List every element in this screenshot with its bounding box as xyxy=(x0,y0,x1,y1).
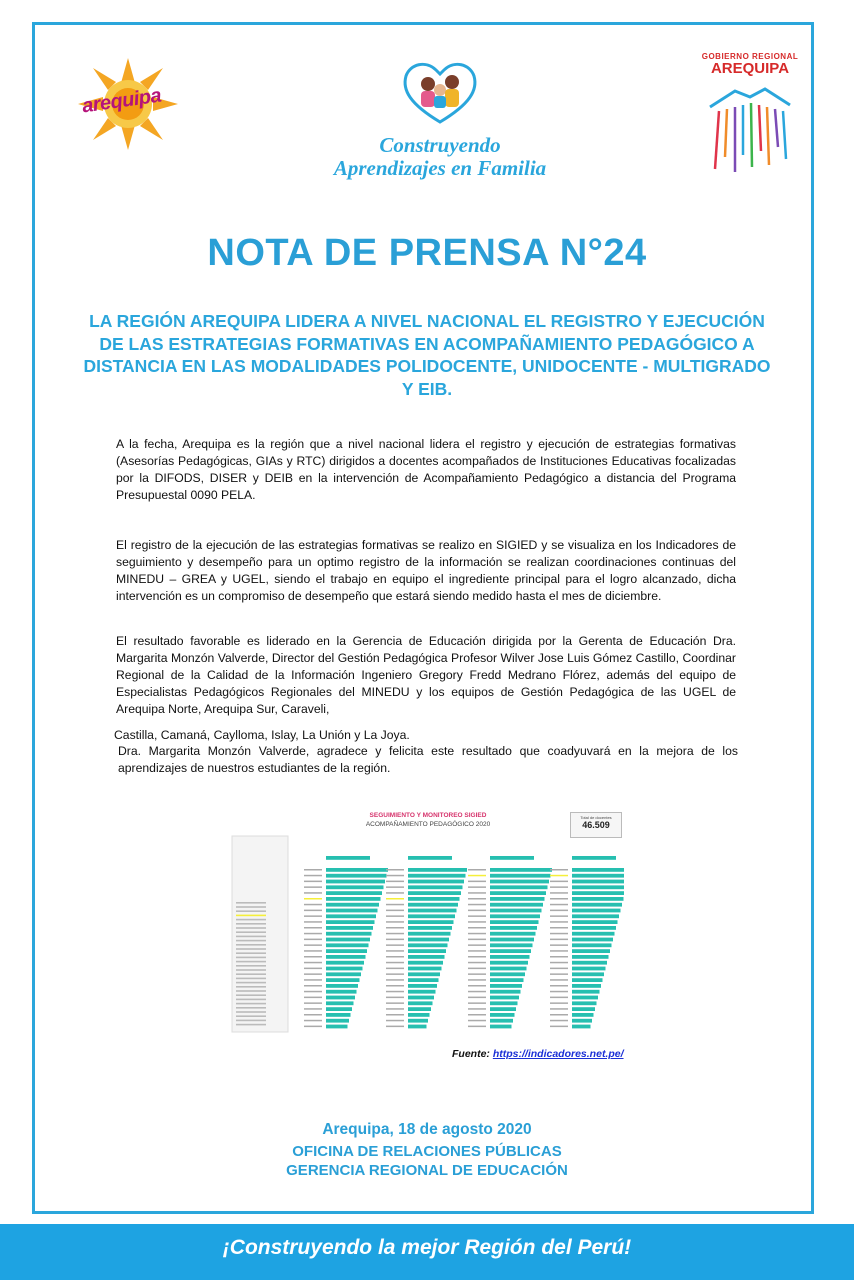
dashboard-national-bar xyxy=(490,856,534,860)
dashboard-bar-label xyxy=(304,921,322,923)
dashboard-filter-line xyxy=(236,1020,266,1022)
gobierno-regional-logo xyxy=(700,52,800,182)
dashboard-subtitle: ACOMPAÑAMIENTO PEDAGÓGICO 2020 xyxy=(365,821,491,828)
dashboard-bar-label xyxy=(304,910,322,912)
dashboard-bar xyxy=(326,920,375,924)
dashboard-bar-label xyxy=(468,962,486,964)
dashboard-bar xyxy=(572,874,624,878)
dashboard-bar xyxy=(490,943,533,947)
paragraph-4: Castilla, Camaná, Caylloma, Islay, La Unión y La Joya. xyxy=(114,728,410,742)
page-subtitle: LA REGIÓN AREQUIPA LIDERA A NIVEL NACIONAL EL REGISTRO Y EJECUCIÓN DE LAS ESTRATEGIAS FORMATIVAS EN ACOMPAÑAMIENTO PEDAGÓGICO A DISTANCIA EN LAS MODALIDADES POLIDOCENTE, UNIDOCENTE - MULTIGRADO Y EIB. xyxy=(83,311,771,399)
dashboard-bar-label xyxy=(550,939,568,941)
dashboard-bar xyxy=(326,949,367,953)
dashboard-bar xyxy=(408,885,463,889)
dashboard-bar xyxy=(408,880,464,884)
dashboard-bar-label xyxy=(386,950,404,952)
dashboard-bar-label xyxy=(386,881,404,883)
dashboard-bar xyxy=(490,961,528,965)
dashboard-bar xyxy=(572,949,610,953)
dashboard-bar xyxy=(408,926,452,930)
source-link[interactable]: https://indicadores.net.pe/ xyxy=(492,1048,624,1060)
dashboard-bar xyxy=(326,990,357,994)
dashboard-bar-label xyxy=(468,1014,486,1016)
dashboard-bar xyxy=(326,943,369,947)
dashboard-bar xyxy=(408,932,451,936)
dashboard-bar-label xyxy=(468,875,486,877)
dashboard-bar-label xyxy=(550,875,568,877)
dashboard-bar xyxy=(408,909,457,913)
dashboard-bar xyxy=(326,926,373,930)
dashboard-bar-label xyxy=(386,869,404,871)
footer-band xyxy=(0,1224,854,1280)
arequipa-volcano-icon xyxy=(705,77,795,177)
dashboard-bar xyxy=(326,897,381,901)
dashboard-filter-line xyxy=(236,919,266,921)
dashboard-bar xyxy=(326,961,364,965)
dashboard-bar xyxy=(572,1007,595,1011)
dashboard-bar-label xyxy=(386,979,404,981)
dashboard-bar xyxy=(408,961,443,965)
dashboard-bar-label xyxy=(304,979,322,981)
place-date: Arequipa, 18 de agosto 2020 xyxy=(322,1121,532,1138)
office-line-1: OFICINA DE RELACIONES PÚBLICAS xyxy=(292,1143,562,1160)
paragraph-1: A la fecha, Arequipa es la región que a nivel nacional lidera el registro y ejecución de estrategias formativas (Asesorías Pedagógicas, GIAs y RTC) dirigidos a docentes acompañados de Instituciones Educativas focalizadas por la DIFODS, DISER y DEIB en la intervención de Acompañamiento Pedagógico a distancia del Programa Presupuestal 0090 PELA. xyxy=(116,437,736,502)
slogan-line2: Aprendizajes en Familia xyxy=(333,156,547,180)
dashboard-bar xyxy=(408,1019,428,1023)
dashboard-bar xyxy=(408,891,461,895)
dashboard-filter-line xyxy=(236,986,266,988)
dashboard-bar-label xyxy=(550,950,568,952)
dashboard-bar xyxy=(408,955,445,959)
dashboard-filter-line xyxy=(236,936,266,938)
dashboard-filter-line xyxy=(236,923,266,925)
dashboard-bar-label xyxy=(304,892,322,894)
dashboard-bar xyxy=(326,1007,352,1011)
dashboard-bar xyxy=(326,874,387,878)
dashboard-filter-line xyxy=(236,915,266,917)
dashboard-bar xyxy=(490,996,519,1000)
dashboard-bar xyxy=(490,949,531,953)
dashboard-bar-label xyxy=(468,997,486,999)
dashboard-bar xyxy=(572,885,624,889)
dashboard-filter-line xyxy=(236,1015,266,1017)
dashboard-bar-label xyxy=(386,997,404,999)
dashboard-bar-label xyxy=(550,968,568,970)
dashboard-bar xyxy=(326,1001,354,1005)
dashboard-bar-label xyxy=(304,927,322,929)
dashboard-bar-label xyxy=(304,898,322,900)
dashboard-bar-label xyxy=(550,985,568,987)
dashboard-bar xyxy=(490,978,524,982)
dashboard-bar-label xyxy=(386,1014,404,1016)
dashboard-bar-label xyxy=(550,915,568,917)
dashboard-bar-label xyxy=(386,892,404,894)
dashboard-bar-label xyxy=(304,956,322,958)
dashboard-bar xyxy=(572,880,624,884)
dashboard-bar xyxy=(572,868,624,872)
dashboard-bar xyxy=(326,955,366,959)
paragraph-5: Dra. Margarita Monzón Valverde, agradece y felicita este resultado que coadyuvará en la mejora de los aprendizajes de nuestros estudiantes de la región. xyxy=(118,744,738,775)
dashboard-bar xyxy=(490,1025,512,1029)
dashboard-bar xyxy=(408,1013,430,1017)
dashboard-bar-label xyxy=(550,1008,568,1010)
dashboard-bar-label xyxy=(550,904,568,906)
dashboard-bar-label xyxy=(386,939,404,941)
dashboard-bar xyxy=(572,914,619,918)
dashboard-bar-label xyxy=(304,991,322,993)
dashboard-bar xyxy=(490,926,537,930)
dashboard-bar xyxy=(326,1013,351,1017)
source-note xyxy=(452,1048,624,1060)
dashboard-filter-line xyxy=(236,982,266,984)
dashboard-bar xyxy=(490,885,548,889)
dashboard-bar-label xyxy=(468,904,486,906)
dashboard-bar-label xyxy=(304,881,322,883)
dashboard-national-bar xyxy=(572,856,616,860)
dashboard-bar-label xyxy=(550,1002,568,1004)
dashboard-bar-label xyxy=(550,1020,568,1022)
dashboard-bar xyxy=(408,920,454,924)
dashboard-bar xyxy=(572,926,616,930)
arequipa-sun-logo xyxy=(78,58,178,150)
dashboard-bar-label xyxy=(386,973,404,975)
dashboard-bar xyxy=(490,1007,516,1011)
dashboard-filter-line xyxy=(236,931,266,933)
source-label: Fuente: xyxy=(452,1048,490,1060)
dashboard-bar xyxy=(572,967,606,971)
dashboard-bar-label xyxy=(386,962,404,964)
dashboard-bar-label xyxy=(550,869,568,871)
dashboard-bar-label xyxy=(468,886,486,888)
dashboard-bar-label xyxy=(386,886,404,888)
dashboard-bar xyxy=(326,996,355,1000)
dashboard-bar xyxy=(572,1025,591,1029)
dashboard-bar-label xyxy=(550,892,568,894)
dashboard-bar xyxy=(572,990,600,994)
dashboard-bar xyxy=(572,996,598,1000)
dashboard-bar-label xyxy=(468,968,486,970)
dashboard-filter-line xyxy=(236,927,266,929)
dashboard-bar-label xyxy=(550,997,568,999)
dashboard-bar-label xyxy=(304,1002,322,1004)
dashboard-bar-label xyxy=(304,985,322,987)
dashboard-filter-line xyxy=(236,969,266,971)
dashboard-bar xyxy=(572,909,621,913)
dashboard-bar xyxy=(326,1025,348,1029)
dashboard-bar-label xyxy=(550,944,568,946)
dashboard-bar xyxy=(326,967,363,971)
dashboard-filter-line xyxy=(236,952,266,954)
dashboard-bar xyxy=(408,972,440,976)
dashboard-bar xyxy=(490,868,552,872)
dashboard-bar-label xyxy=(304,962,322,964)
dashboard-bar-label xyxy=(386,904,404,906)
dashboard-bar-label xyxy=(304,939,322,941)
dashboard-bar-label xyxy=(468,881,486,883)
dashboard-bar-label xyxy=(468,927,486,929)
dashboard-bar xyxy=(572,1013,594,1017)
dashboard-bar-label xyxy=(304,1020,322,1022)
dashboard-bar-label xyxy=(304,904,322,906)
dashboard-bar-label xyxy=(386,921,404,923)
dashboard-bar xyxy=(408,996,434,1000)
dashboard-bar-label xyxy=(550,973,568,975)
dashboard-bar xyxy=(326,914,376,918)
dashboard-bar xyxy=(572,978,603,982)
dashboard-total-label: Total de docentes xyxy=(580,815,612,820)
dashboard-bar-label xyxy=(304,944,322,946)
dashboard-bar-label xyxy=(468,991,486,993)
dashboard-bar xyxy=(490,967,527,971)
dashboard-bar-label xyxy=(550,962,568,964)
dashboard-bar xyxy=(572,943,612,947)
dashboard-filter-line xyxy=(236,994,266,996)
dashboard-bar xyxy=(572,984,601,988)
family-heart-icon xyxy=(400,60,480,126)
dashboard-filter-line xyxy=(236,906,266,908)
dashboard-bar-label xyxy=(386,991,404,993)
dashboard-bar xyxy=(326,972,361,976)
dashboard-bar-label xyxy=(386,927,404,929)
dashboard-bar xyxy=(326,868,388,872)
dashboard-bar xyxy=(408,949,446,953)
dashboard-filter-line xyxy=(236,965,266,967)
dashboard-bar-label xyxy=(468,898,486,900)
dashboard-bar-label xyxy=(550,933,568,935)
dashboard-bar-label xyxy=(468,910,486,912)
dashboard-bar xyxy=(490,955,530,959)
dashboard-bar-label xyxy=(386,1026,404,1028)
dashboard-bar xyxy=(490,990,521,994)
dashboard-title: SEGUIMIENTO Y MONITOREO SIGIED xyxy=(369,812,487,819)
dashboard-bar-label xyxy=(386,1002,404,1004)
dashboard-filter-panel xyxy=(232,836,288,1032)
dashboard-bar-label xyxy=(550,921,568,923)
dashboard-bar xyxy=(408,990,436,994)
dashboard-bar xyxy=(326,984,358,988)
dashboard-bar xyxy=(326,880,385,884)
dashboard-filter-line xyxy=(236,940,266,942)
dashboard-bar xyxy=(408,903,458,907)
dashboard-bar-label xyxy=(468,1008,486,1010)
dashboard-bar xyxy=(408,978,439,982)
dashboard-bar-label xyxy=(304,997,322,999)
dashboard-bar xyxy=(490,932,536,936)
dashboard-bar xyxy=(490,880,549,884)
page-title: NOTA DE PRENSA N°24 xyxy=(207,232,647,274)
dashboard-bar xyxy=(408,914,455,918)
dashboard-bar-label xyxy=(386,910,404,912)
dashboard-bar xyxy=(490,903,543,907)
dashboard-filter-line xyxy=(236,948,266,950)
dashboard-bar-label xyxy=(468,1002,486,1004)
dashboard-bar xyxy=(408,943,448,947)
dashboard-bar xyxy=(490,891,546,895)
dashboard-bar xyxy=(572,1001,597,1005)
dashboard-bar-label xyxy=(550,956,568,958)
dashboard-bars-graphic xyxy=(228,806,624,1038)
dashboard-bar-label xyxy=(550,881,568,883)
dashboard-bar-label xyxy=(386,1020,404,1022)
dashboard-national-bar xyxy=(326,856,370,860)
paragraph-2: El registro de la ejecución de las estrategias formativas se realizo en SIGIED y se visualiza en los Indicadores de seguimiento y desempeño para un optimo registro de la información se realizan coordinaciones continuas del MINEDU – GREA y UGEL, siendo el trabajo en equipo el ingrediente principal para el logro alcanzado, dicha intervención es un compromiso de desempeño que estará siendo medido hasta el mes de diciembre. xyxy=(116,538,736,603)
dashboard-bar-label xyxy=(468,1020,486,1022)
dashboard-bar xyxy=(326,1019,349,1023)
dashboard-bar-label xyxy=(304,1008,322,1010)
dashboard-bar-label xyxy=(550,1026,568,1028)
dashboard-bar-label xyxy=(468,915,486,917)
dashboard-filter-line xyxy=(236,990,266,992)
dashboard-bar-label xyxy=(468,892,486,894)
sigied-dashboard-image xyxy=(228,806,624,1038)
dashboard-bar-label xyxy=(304,875,322,877)
dashboard-bar-label xyxy=(550,910,568,912)
dashboard-bar-label xyxy=(304,915,322,917)
dashboard-bar-label xyxy=(550,898,568,900)
dashboard-bar-label xyxy=(304,1026,322,1028)
dashboard-bar-label xyxy=(386,875,404,877)
dashboard-bar xyxy=(572,972,604,976)
slogan-line1: Construyendo xyxy=(379,133,501,157)
dashboard-bar-label xyxy=(468,944,486,946)
dashboard-bar xyxy=(326,885,384,889)
dashboard-bar xyxy=(326,891,382,895)
dashboard-bar-label xyxy=(304,973,322,975)
dashboard-national-bar xyxy=(408,856,452,860)
dashboard-bar xyxy=(490,984,522,988)
dashboard-bar xyxy=(490,938,534,942)
arequipa-wordmark: arequipa xyxy=(80,84,163,118)
dashboard-bar-label xyxy=(468,921,486,923)
dashboard-bar xyxy=(572,903,622,907)
dashboard-bar-label xyxy=(468,973,486,975)
dashboard-filter-line xyxy=(236,910,266,912)
arequipa-label: AREQUIPA xyxy=(710,60,790,77)
band-slogan: ¡Construyendo la mejor Región del Perú! xyxy=(222,1236,632,1259)
dashboard-bar xyxy=(490,914,540,918)
dashboard-bar-label xyxy=(550,991,568,993)
dashboard-bar xyxy=(572,920,618,924)
dashboard-bar xyxy=(490,897,545,901)
dashboard-bar-label xyxy=(386,1008,404,1010)
dashboard-bar-label xyxy=(386,915,404,917)
dashboard-bar-label xyxy=(304,933,322,935)
dashboard-bar xyxy=(572,1019,592,1023)
dashboard-filter-line xyxy=(236,1011,266,1013)
dashboard-filter-line xyxy=(236,1007,266,1009)
dashboard-filter-line xyxy=(236,957,266,959)
dashboard-filter-line xyxy=(236,973,266,975)
gobierno-regional-label: GOBIERNO REGIONAL xyxy=(701,52,799,61)
dashboard-bar xyxy=(408,1001,433,1005)
dashboard-bar-label xyxy=(468,979,486,981)
family-logo xyxy=(300,60,580,181)
dashboard-bar-label xyxy=(304,968,322,970)
dashboard-bar-label xyxy=(386,956,404,958)
dashboard-bar-label xyxy=(386,898,404,900)
dashboard-bar-label xyxy=(468,956,486,958)
dashboard-filter-line xyxy=(236,961,266,963)
dashboard-filter-line xyxy=(236,944,266,946)
dashboard-bar xyxy=(408,967,442,971)
dashboard-bar-label xyxy=(550,1014,568,1016)
dashboard-bar xyxy=(326,903,379,907)
dashboard-bar xyxy=(408,984,437,988)
dashboard-bar xyxy=(326,978,360,982)
dashboard-filter-line xyxy=(236,978,266,980)
dashboard-bar-label xyxy=(386,985,404,987)
dashboard-bar-label xyxy=(468,1026,486,1028)
dashboard-bar xyxy=(572,955,609,959)
dashboard-bar-label xyxy=(468,869,486,871)
dashboard-bar-label xyxy=(550,886,568,888)
dashboard-filter-line xyxy=(236,902,266,904)
dashboard-bar xyxy=(572,961,607,965)
dashboard-bar-label xyxy=(304,869,322,871)
dashboard-bar-label xyxy=(386,944,404,946)
dashboard-bar-label xyxy=(304,886,322,888)
dashboard-filter-line xyxy=(236,1024,266,1026)
dashboard-bar xyxy=(490,1019,513,1023)
dashboard-bar xyxy=(490,909,542,913)
dashboard-bar-label xyxy=(386,933,404,935)
dashboard-bar xyxy=(490,874,551,878)
dashboard-bar xyxy=(326,932,372,936)
dashboard-bar xyxy=(572,891,624,895)
dashboard-bar xyxy=(572,897,624,901)
dashboard-bar xyxy=(326,909,378,913)
dashboard-bar xyxy=(408,874,466,878)
dashboard-total-value: 46.509 xyxy=(582,820,610,830)
dashboard-bar-label xyxy=(304,950,322,952)
dashboard-bar xyxy=(572,932,615,936)
dashboard-bar-label xyxy=(468,939,486,941)
dashboard-bar-label xyxy=(468,950,486,952)
dashboard-bar-label xyxy=(304,1014,322,1016)
dashboard-bar-label xyxy=(386,968,404,970)
dashboard-filter-line xyxy=(236,999,266,1001)
dashboard-filter-line xyxy=(236,1003,266,1005)
dashboard-bar-label xyxy=(550,979,568,981)
dashboard-bar xyxy=(408,1007,431,1011)
dashboard-bar xyxy=(490,1001,518,1005)
dashboard-bar xyxy=(326,938,370,942)
dashboard-bar-label xyxy=(550,927,568,929)
dashboard-bar xyxy=(408,1025,427,1029)
office-line-2: GERENCIA REGIONAL DE EDUCACIÓN xyxy=(286,1162,568,1179)
dashboard-bar xyxy=(408,897,460,901)
dashboard-bar xyxy=(490,972,525,976)
paragraph-3: El resultado favorable es liderado en la Gerencia de Educación dirigida por la Gerenta de Educación Dra. Margarita Monzón Valverde, Director del Gestión Pedagógica Profesor Wilver Jose Luis Gómez Castillo, Coordinar Regional de la Calidad de la Información Ingeniero Gregory Fredd Medrano Flórez, además del equipo de Especialistas Pedagógicos Regionales del MINEDU y los equipos de Gestión Pedagógica de las UGEL de Arequipa Norte, Arequipa Sur, Caraveli, xyxy=(116,634,736,716)
dashboard-bar xyxy=(408,868,467,872)
dashboard-bar xyxy=(408,938,449,942)
dashboard-bar xyxy=(490,920,539,924)
dashboard-bar-label xyxy=(468,985,486,987)
dashboard-bar xyxy=(572,938,613,942)
dashboard-bar-label xyxy=(468,933,486,935)
dashboard-bar xyxy=(490,1013,515,1017)
